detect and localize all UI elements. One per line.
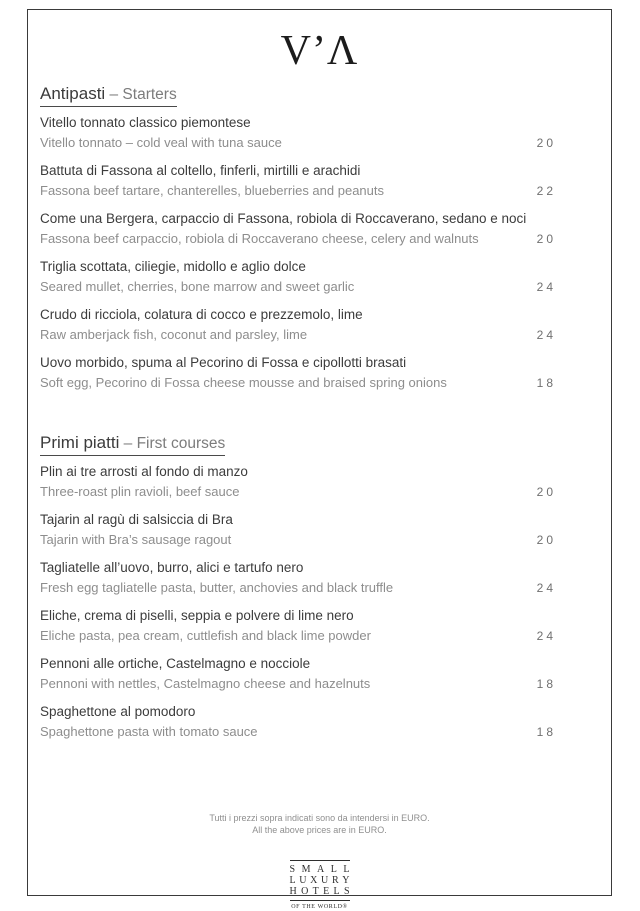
item-name-en: Vitello tonnato – cold veal with tuna sauce [40,135,282,150]
item-text [40,606,537,646]
item-name-en: Soft egg, Pecorino di Fossa cheese mousse and braised spring onions [40,375,447,390]
footer-notes [40,812,599,836]
item-text [40,654,537,694]
slh-word [290,875,350,886]
menu-item [40,161,599,201]
menu-item [40,113,599,153]
item-price: 20 [536,136,556,150]
item-name-it: Triglia scottata, ciliegie, midollo e aglio dolce [40,259,306,274]
menu-item [40,353,599,393]
slh-letter: L [289,875,296,886]
item-name-en: Fassona beef tartare, chanterelles, blueberries and peanuts [40,183,384,198]
section-title-sub: – Starters [105,86,177,103]
slh-letter: L [330,864,337,875]
item-text [40,209,537,249]
item-text [40,702,537,742]
item-name-en: Three-roast plin ravioli, beef sauce [40,484,240,499]
item-name-it: Uovo morbido, spuma al Pecorino di Fossa e cipollotti brasati [40,355,407,370]
item-name-it: Eliche, crema di piselli, seppia e polvere di lime nero [40,608,354,623]
item-price: 20 [536,485,556,499]
menu-section [40,82,599,393]
restaurant-logo: V’Λ [280,28,359,74]
item-text [40,510,537,550]
item-name-en: Spaghettone pasta with tomato sauce [40,724,258,739]
slh-letter: M [301,864,311,875]
item-text [40,257,537,297]
slh-word [290,886,350,897]
menu-sections [40,82,599,742]
item-price: 20 [536,533,556,547]
item-name-en: Fresh egg tagliatelle pasta, butter, anchovies and black truffle [40,580,394,595]
menu-item [40,654,599,694]
menu-page [27,9,612,910]
item-name-it: Vitello tonnato classico piemontese [40,115,251,130]
item-text [40,462,537,502]
item-price: 18 [536,677,556,691]
footer-note-it: Tutti i prezzi sopra indicati sono da intendersi in EURO. [209,813,430,823]
menu-item [40,558,599,598]
section-title [40,82,177,107]
item-name-it: Battuta di Fassona al coltello, finferli, mirtilli e arachidi [40,163,361,178]
slh-letter: R [331,875,339,886]
item-price: 24 [536,328,556,342]
item-price: 24 [536,581,556,595]
item-text [40,161,537,201]
menu-item [40,606,599,646]
item-price: 18 [536,725,556,739]
slh-tagline: OF THE WORLD® [291,904,348,910]
slh-letter: E [323,886,330,897]
slh-letter: U [299,875,307,886]
section-title-main: Antipasti [40,84,106,103]
item-text [40,113,537,153]
item-name-it: Spaghettone al pomodoro [40,704,196,719]
item-text [40,558,537,598]
item-name-en: Fassona beef carpaccio, robiola di Roccaverano cheese, celery and walnuts [40,231,479,246]
item-price: 24 [536,629,556,643]
item-name-en: Eliche pasta, pea cream, cuttlefish and black lime powder [40,628,371,643]
slh-letter: T [312,886,319,897]
slh-letter: U [321,875,329,886]
item-name-it: Tajarin al ragù di salsiccia di Bra [40,512,233,527]
item-text [40,305,537,345]
item-name-it: Plin ai tre arrosti al fondo di manzo [40,464,248,479]
slh-letter: L [333,886,340,897]
item-price: 20 [536,232,556,246]
slh-letter: X [310,875,318,886]
slh-badge [290,860,350,911]
footer-note-en: All the above prices are in EURO. [252,825,387,835]
item-name-it: Come una Bergera, carpaccio di Fassona, robiola di Roccaverano, sedano e noci [40,211,527,226]
item-text [40,353,537,393]
slh-letter: S [289,864,296,875]
item-name-it: Pennoni alle ortiche, Castelmagno e nocciole [40,656,311,671]
slh-letter: Y [342,875,350,886]
item-name-en: Pennoni with nettles, Castelmagno cheese and hazelnuts [40,676,371,691]
slh-letter: O [301,886,309,897]
menu-item [40,462,599,502]
item-name-it: Crudo di ricciola, colatura di cocco e prezzemolo, lime [40,307,363,322]
slh-letter: A [317,864,325,875]
slh-word [290,864,350,875]
item-name-it: Tagliatelle all’uovo, burro, alici e tartufo nero [40,560,304,575]
menu-item [40,702,599,742]
section-title-main: Primi piatti [40,433,120,452]
slh-letter: L [343,864,350,875]
item-name-en: Raw amberjack fish, coconut and parsley, lime [40,327,308,342]
item-name-en: Seared mullet, cherries, bone marrow and sweet garlic [40,279,355,294]
slh-letter: S [343,886,350,897]
menu-item [40,257,599,297]
item-price: 24 [536,280,556,294]
slh-letter: H [289,886,297,897]
item-price: 18 [536,376,556,390]
section-title [40,431,225,456]
menu-item [40,510,599,550]
menu-section [40,431,599,742]
item-name-en: Tajarin with Bra’s sausage ragout [40,532,232,547]
item-price: 22 [536,184,556,198]
section-title-sub: – First courses [119,435,226,452]
slh-words [290,860,350,901]
menu-item [40,305,599,345]
menu-item [40,209,599,249]
